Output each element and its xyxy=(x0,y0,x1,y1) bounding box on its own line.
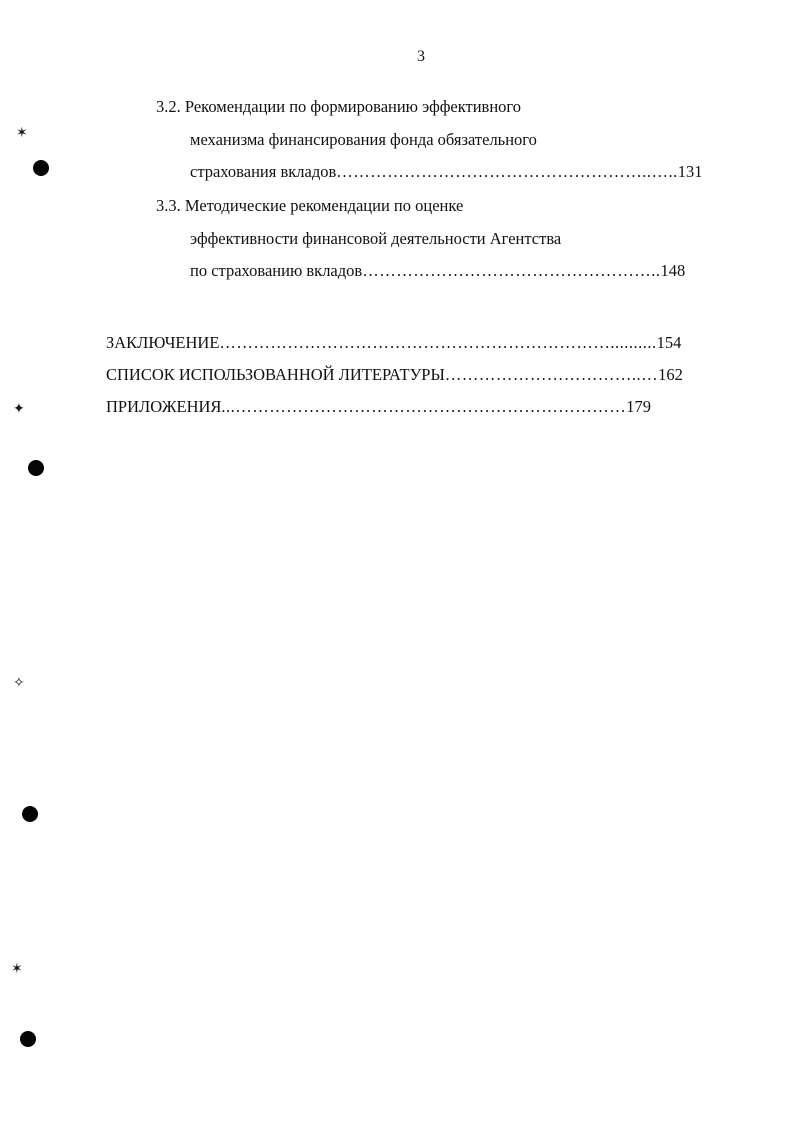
toc-leader-dots: ...…………………………………………………………… xyxy=(221,397,627,416)
scan-speck-icon: ✦ xyxy=(13,401,25,417)
toc-leader-dots: …………………………………………….. xyxy=(362,261,661,280)
scan-speck-icon: ✶ xyxy=(11,961,23,977)
scan-speck-icon: ✶ xyxy=(16,125,28,141)
toc-page-number: 162 xyxy=(658,365,683,384)
punch-hole xyxy=(28,460,44,476)
toc-page-number: 131 xyxy=(677,162,703,181)
toc-entry-3-3-line-3 xyxy=(190,261,685,281)
toc-entry-title: ПРИЛОЖЕНИЯ xyxy=(106,397,222,416)
toc-entry-3-3-title: по страхованию вкладов xyxy=(190,261,363,280)
toc-entry-title: СПИСОК ИСПОЛЬЗОВАННОЙ ЛИТЕРАТУРЫ xyxy=(106,365,445,384)
toc-entry-3-3-line-2: эффективности финансовой деятельности Агентства xyxy=(190,229,562,248)
punch-hole xyxy=(22,806,38,822)
toc-page-number: 148 xyxy=(660,261,686,280)
toc-leader-dots: ……………………………..… xyxy=(444,365,659,384)
toc-leader-dots: …………………………………………………………….......... xyxy=(219,333,657,352)
toc-entry-3-2-line-2: механизма финансирования фонда обязательного xyxy=(190,130,537,149)
toc-entry-title: ЗАКЛЮЧЕНИЕ xyxy=(106,333,220,352)
toc-entry-3-2-line-3 xyxy=(190,162,703,182)
toc-entry-bibliography xyxy=(106,365,683,385)
page-number: 3 xyxy=(417,48,425,65)
toc-entry-3-3-line-1: 3.3. Методические рекомендации по оценке xyxy=(156,196,464,215)
toc-page-number: 179 xyxy=(626,397,652,416)
toc-entry-3-2-line-1: 3.2. Рекомендации по формированию эффективного xyxy=(156,97,522,116)
toc-leader-dots: ………………………………………………..….. xyxy=(336,162,678,181)
toc-entry-appendix xyxy=(106,397,651,417)
toc-entry-conclusion xyxy=(106,333,681,353)
scan-speck-icon: ✧ xyxy=(13,675,25,691)
toc-entry-3-2-title: страхования вкладов xyxy=(190,162,337,181)
punch-hole xyxy=(20,1031,36,1047)
toc-page-number: 154 xyxy=(656,333,682,352)
punch-hole xyxy=(33,160,49,176)
